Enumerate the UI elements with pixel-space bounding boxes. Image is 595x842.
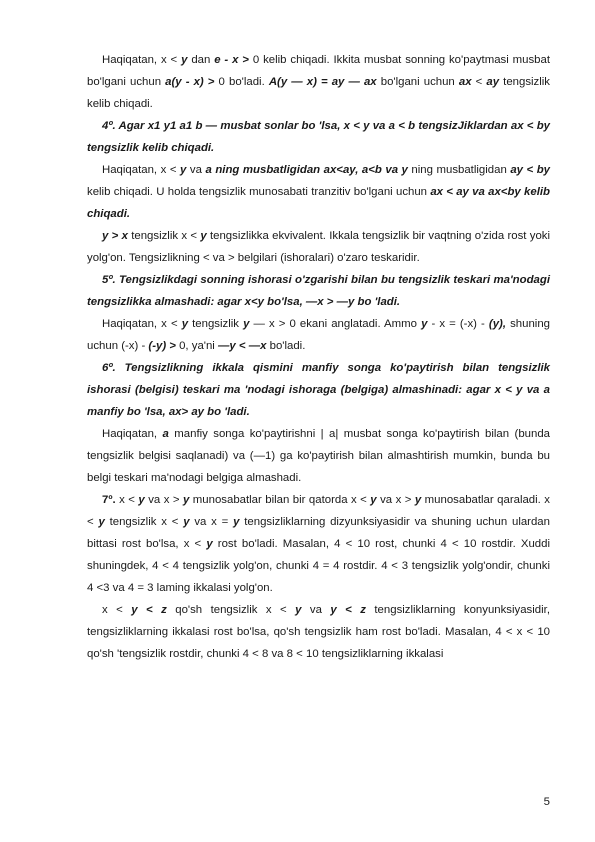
text-run: (-y) >	[148, 340, 176, 352]
text-run: 0 kelib chiqadi. Ikkita musbat sonning ko'paytmasi musbat bo'lgani uchun	[87, 54, 551, 88]
text-run: y	[414, 494, 422, 506]
text-run: va	[186, 164, 206, 176]
text-run: y	[206, 538, 213, 550]
text-run: va x >	[144, 494, 183, 506]
text-run: a ning musbatligidan ax<ay, a<b va y	[205, 164, 408, 176]
text-run: tengsizliklarning konyunksiyasidir, tengsizliklarning ikkalasi rost bo'lsa, qo'sh tengsizlik ham rost bo'ladi. Masalan, 4 < x < 10 qo'sh 'tengsizlik rostdir, chunki 4 < 8 va 8 < 10 tengsizliklarning ikkalasi	[87, 604, 550, 660]
text-run: shuning uchun (-x) -	[87, 318, 550, 352]
paragraph	[87, 489, 550, 599]
text-run: tengsizlik x <	[104, 516, 184, 528]
text-run: va x =	[189, 516, 234, 528]
paragraph	[87, 313, 550, 357]
text-run: y	[200, 230, 207, 242]
paragraph	[87, 225, 550, 269]
text-run: ay < by	[510, 164, 550, 176]
text-run: y < z	[131, 604, 167, 616]
text-run: 6º. Tengsizlikning ikkala qismini manfiy songa ko'paytirish bilan tengsizlik ishorasi (belgisi) teskari ma 'nodagi ishoraga (belgiga) almashinadi: agar x < y va a manfiy bo 'lsa, ax> ay bo 'ladi.	[87, 362, 550, 418]
text-run: a(y - x) >	[165, 76, 215, 88]
text-run: ning musbatligidan	[407, 164, 511, 176]
text-run: y	[183, 516, 190, 528]
text-run: tengsizlik	[188, 318, 244, 330]
text-run: A(y — x) = ay — ax	[268, 76, 377, 88]
text-run: Haqiqatan, x <	[102, 164, 181, 176]
paragraph	[87, 357, 550, 423]
text-run: - x = (-x) -	[427, 318, 489, 330]
paragraph	[87, 115, 550, 159]
text-run: va x >	[376, 494, 415, 506]
paragraph	[87, 423, 550, 489]
text-run: tengsizlik kelib chiqadi.	[87, 76, 551, 110]
text-run: dan	[187, 54, 215, 66]
text-run: va	[301, 604, 331, 616]
text-run: <	[471, 76, 487, 88]
text-run: a	[162, 428, 169, 440]
text-run: x <	[102, 604, 132, 616]
text-run: y < z	[330, 604, 366, 616]
text-run: y	[243, 318, 250, 330]
text-run: ay	[486, 76, 500, 88]
text-run: munosabatlar bilan bir qatorda x <	[189, 494, 371, 506]
text-run: bo'lgani uchun	[376, 76, 459, 88]
text-run: —y < —x	[218, 340, 267, 352]
text-run: y	[181, 54, 188, 66]
text-run: ax < ay va ax<by kelib chiqadi.	[87, 186, 550, 220]
text-run: 4º. Agar x1 y1 a1 b — musbat sonlar bo 'lsa, x < y va a < b tengsizJiklardan ax < by tengsizlik kelib chiqadi.	[87, 120, 550, 154]
text-run: ax	[458, 76, 472, 88]
text-run: Haqiqatan,	[102, 428, 163, 440]
text-run: 5º. Tengsizlikdagi sonning ishorasi o'zgarishi bilan bu tengsizlik teskari ma'nodagi tengsizlikka almashadi: agar x<y bo'lsa, —x > —y bo 'ladi.	[87, 274, 550, 308]
text-run: — x > 0 ekani anglatadi. Ammo	[249, 318, 422, 330]
text-run: y > x	[102, 230, 128, 242]
text-run: y	[421, 318, 428, 330]
text-run: y	[295, 604, 302, 616]
text-run: tengsizliklarning dizyunksiyasidir va shuning uchun ulardan bittasi rost bo'lsa, x <	[87, 516, 550, 550]
text-run: qo'sh tengsizlik x <	[166, 604, 296, 616]
text-run: e - x >	[214, 54, 249, 66]
text-run: tengsizlikka ekvivalent. Ikkala tengsizlik bir vaqtning o'zida rost yoki yolg'on. Tengsizlikning < va > belgilari (ishoralari) o'zaro teskaridir.	[87, 230, 550, 264]
text-run: rost bo'ladi. Masalan, 4 < 10 rost, chunki 4 < 10 rostdir. Xuddi shuningdek, 4 < 4 tengsizlik yolg'on, chunki 4 = 4 rostdir. 4 < 3 tengsizlik yolg'ondir, chunki 4 <3 va 4 = 3 laming ikkalasi yolg'on.	[87, 538, 550, 594]
text-run: 0, ya'ni	[175, 340, 219, 352]
text-run: tengsizlik x <	[127, 230, 201, 242]
text-run: y	[138, 494, 145, 506]
text-run: 0 bo'ladi.	[214, 76, 269, 88]
text-run: x <	[115, 494, 139, 506]
text-run: y	[370, 494, 377, 506]
text-run: y	[98, 516, 105, 528]
text-body	[87, 49, 550, 665]
text-run: y	[233, 516, 240, 528]
text-run: y	[182, 494, 190, 506]
text-run: (y),	[488, 318, 507, 330]
text-run: 7º.	[102, 494, 116, 506]
text-run: Haqiqatan, x <	[102, 54, 182, 66]
paragraph	[87, 159, 550, 225]
text-run: manfiy songa ko'paytirishni | a| musbat songa ko'paytirish bilan (bunda tengsizlik belgisi saqlanadi) va (—1) ga ko'paytirish bilan almashtirish mumkin, bunda bu belgi teskari ma'nodagi belgiga almashadi.	[87, 428, 550, 484]
page-number: 5	[543, 796, 550, 808]
paragraph	[87, 269, 550, 313]
text-run: y	[181, 318, 189, 330]
text-run: y	[180, 164, 187, 176]
paragraph	[87, 49, 550, 115]
text-run: munosabatlar qaraladi. x <	[87, 494, 550, 528]
text-run: Haqiqatan, x <	[102, 318, 182, 330]
paragraph	[87, 599, 550, 665]
text-run: kelib chiqadi. U holda tengsizlik munosabati tranzitiv bo'lgani uchun	[87, 186, 431, 198]
text-run: bo'ladi.	[266, 340, 306, 352]
